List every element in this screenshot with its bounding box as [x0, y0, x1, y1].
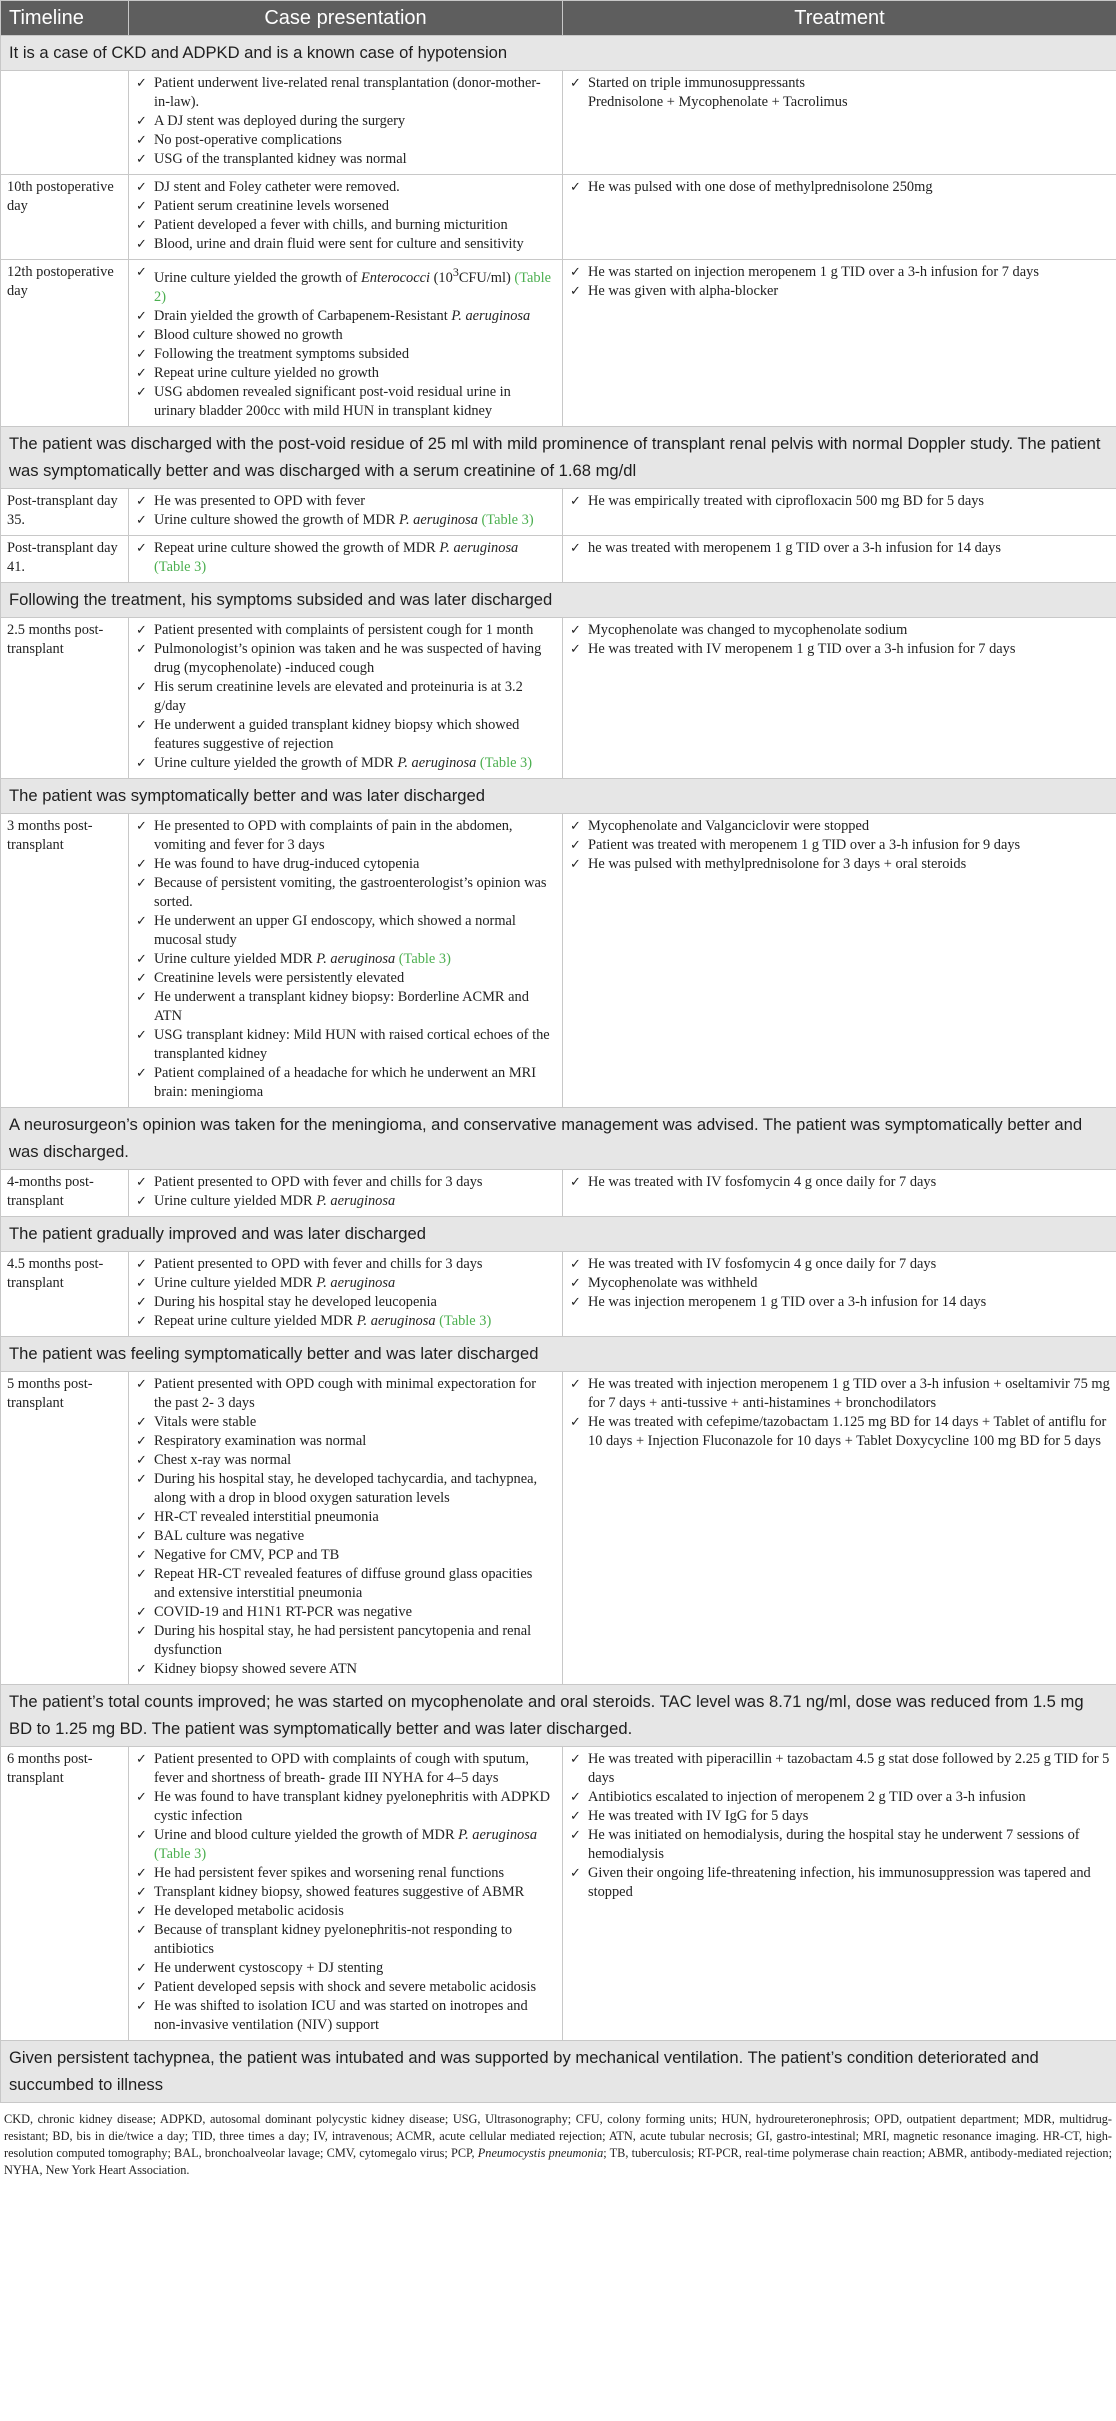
case-item: ✓ During his hospital stay, he had persistent pancytopenia and renal dysfunction	[135, 1622, 556, 1660]
treatment-cell	[563, 175, 1116, 260]
treatment-cell	[563, 1169, 1116, 1216]
case-cell	[129, 1746, 563, 2040]
section-banner	[1, 36, 1116, 71]
case-item: ✓ Patient developed a fever with chills, and burning micturition	[135, 216, 556, 235]
treatment-continuation: Prednisolone + Mycophenolate + Tacrolimus	[588, 94, 848, 110]
treatment-cell	[563, 260, 1116, 427]
case-item: ✓ Respiratory examination was normal	[135, 1432, 556, 1451]
table-row	[1, 260, 1116, 427]
case-cell	[129, 1169, 563, 1216]
timeline-cell: 12th postoperative day	[1, 260, 129, 427]
section-banner	[1, 1107, 1116, 1169]
treatment-cell	[563, 488, 1116, 535]
treatment-item: ✓ He was treated with cefepime/tazobactam 1.125 mg BD for 14 days + Tablet of antiflu for 10 days + Injection Fluconazole for 10 days + Tablet Doxycycline 100 mg BD for 5 days	[569, 1413, 1110, 1451]
banner-text: The patient’s total counts improved; he was started on mycophenolate and oral steroids. TAC level was 8.71 ng/ml, dose was reduced from 1.5 mg BD to 1.25 mg BD. The patient was symptomatically better and was later discharged.	[1, 1684, 1116, 1746]
case-item: ✓ Creatinine levels were persistently elevated	[135, 969, 556, 988]
case-item: ✓ USG of the transplanted kidney was normal	[135, 150, 556, 169]
case-cell	[129, 488, 563, 535]
case-item: ✓ A DJ stent was deployed during the surgery	[135, 112, 556, 131]
treatment-item: ✓ he was treated with meropenem 1 g TID over a 3-h infusion for 14 days	[569, 539, 1110, 558]
banner-text: The patient was discharged with the post-void residue of 25 ml with mild prominence of transplant renal pelvis with normal Doppler study. The patient was symptomatically better and was discharged with a serum creatinine of 1.68 mg/dl	[1, 426, 1116, 488]
treatment-item: ✓ He was treated with IV fosfomycin 4 g once daily for 7 days	[569, 1173, 1110, 1192]
banner-text: The patient was feeling symptomatically better and was later discharged	[1, 1336, 1116, 1371]
section-banner	[1, 2040, 1116, 2102]
case-item: ✓ Kidney biopsy showed severe ATN	[135, 1660, 556, 1679]
treatment-item: ✓ He was pulsed with one dose of methylprednisolone 250mg	[569, 178, 1110, 197]
case-cell	[129, 1371, 563, 1684]
treatment-item: ✓ He was given with alpha-blocker	[569, 282, 1110, 301]
treatment-item: ✓ He was started on injection meropenem 1 g TID over a 3-h infusion for 7 days	[569, 263, 1110, 282]
header-timeline: Timeline	[1, 1, 129, 36]
treatment-item: ✓ Patient was treated with meropenem 1 g TID over a 3-h infusion for 9 days	[569, 836, 1110, 855]
timeline-cell: 10th postoperative day	[1, 175, 129, 260]
treatment-item: ✓ Antibiotics escalated to injection of meropenem 2 g TID over a 3-h infusion	[569, 1788, 1110, 1807]
case-cell	[129, 535, 563, 582]
case-cell	[129, 813, 563, 1107]
case-item: ✓ He presented to OPD with complaints of pain in the abdomen, vomiting and fever for 3 days	[135, 817, 556, 855]
banner-text: Following the treatment, his symptoms subsided and was later discharged	[1, 582, 1116, 617]
case-item: ✓ Urine culture yielded MDR P. aeruginosa	[135, 1192, 556, 1211]
case-item: ✓ During his hospital stay, he developed tachycardia, and tachypnea, along with a drop in blood oxygen saturation levels	[135, 1470, 556, 1508]
timeline-cell: Post-transplant day 35.	[1, 488, 129, 535]
table-row	[1, 535, 1116, 582]
case-item: ✓ He was found to have transplant kidney pyelonephritis with ADPKD cystic infection	[135, 1788, 556, 1826]
timeline-cell: 4.5 months post-transplant	[1, 1251, 129, 1336]
case-item: ✓ Urine and blood culture yielded the growth of MDR P. aeruginosa (Table 3)	[135, 1826, 556, 1864]
treatment-cell	[563, 617, 1116, 778]
case-item: ✓ Patient serum creatinine levels worsened	[135, 197, 556, 216]
case-cell	[129, 617, 563, 778]
treatment-cell	[563, 71, 1116, 175]
table-row	[1, 1746, 1116, 2040]
treatment-item: ✓ Started on triple immunosuppressants	[569, 74, 1110, 93]
treatment-cell	[563, 535, 1116, 582]
case-item: ✓ Repeat HR-CT revealed features of diffuse ground glass opacities and extensive interstitial pneumonia	[135, 1565, 556, 1603]
table-row	[1, 488, 1116, 535]
treatment-cell	[563, 1251, 1116, 1336]
case-cell	[129, 175, 563, 260]
timeline-cell: 5 months post-transplant	[1, 1371, 129, 1684]
case-item: ✓ He underwent an upper GI endoscopy, which showed a normal mucosal study	[135, 912, 556, 950]
section-banner	[1, 1216, 1116, 1251]
case-item: ✓ Chest x-ray was normal	[135, 1451, 556, 1470]
case-item: ✓ Patient presented with complaints of persistent cough for 1 month	[135, 621, 556, 640]
case-item: ✓ Patient presented with OPD cough with minimal expectoration for the past 2- 3 days	[135, 1375, 556, 1413]
table-reference-link[interactable]: (Table 3)	[398, 950, 451, 967]
table-reference-link[interactable]: (Table 3)	[481, 511, 534, 528]
case-item: ✓ Because of persistent vomiting, the gastroenterologist’s opinion was sorted.	[135, 874, 556, 912]
table-row	[1, 813, 1116, 1107]
table-reference-link[interactable]: (Table 3)	[154, 558, 207, 575]
treatment-item: ✓ Mycophenolate and Valganciclovir were stopped	[569, 817, 1110, 836]
case-item: ✓ BAL culture was negative	[135, 1527, 556, 1546]
treatment-item: ✓ Mycophenolate was changed to mycophenolate sodium	[569, 621, 1110, 640]
case-item: ✓ Patient developed sepsis with shock and severe metabolic acidosis	[135, 1978, 556, 1997]
case-item: ✓ Patient presented to OPD with fever and chills for 3 days	[135, 1173, 556, 1192]
case-item: ✓ Following the treatment symptoms subsided	[135, 345, 556, 364]
banner-text: Given persistent tachypnea, the patient was intubated and was supported by mechanical ventilation. The patient’s condition deteriorated and succumbed to illness	[1, 2040, 1116, 2102]
case-item: ✓ He underwent cystoscopy + DJ stenting	[135, 1959, 556, 1978]
case-item: ✓ He was presented to OPD with fever	[135, 492, 556, 511]
banner-text: The patient gradually improved and was later discharged	[1, 1216, 1116, 1251]
case-item: ✓ HR-CT revealed interstitial pneumonia	[135, 1508, 556, 1527]
timeline-cell: 3 months post-transplant	[1, 813, 129, 1107]
treatment-item: ✓ He was pulsed with methylprednisolone for 3 days + oral steroids	[569, 855, 1110, 874]
case-item: ✓ Patient complained of a headache for which he underwent an MRI brain: meningioma	[135, 1064, 556, 1102]
treatment-item: ✓ He was treated with IV IgG for 5 days	[569, 1807, 1110, 1826]
case-item: ✓ Urine culture yielded MDR P. aeruginosa	[135, 1274, 556, 1293]
case-item: ✓ He underwent a guided transplant kidney biopsy which showed features suggestive of rejection	[135, 716, 556, 754]
case-item: ✓ Transplant kidney biopsy, showed features suggestive of ABMR	[135, 1883, 556, 1902]
case-cell	[129, 1251, 563, 1336]
banner-text: The patient was symptomatically better and was later discharged	[1, 778, 1116, 813]
case-item: ✓ Patient presented to OPD with fever and chills for 3 days	[135, 1255, 556, 1274]
case-item: ✓ Urine culture yielded MDR P. aeruginosa (Table 3)	[135, 950, 556, 969]
case-item: ✓ He was found to have drug-induced cytopenia	[135, 855, 556, 874]
case-item: ✓ Patient underwent live-related renal transplantation (donor-mother-in-law).	[135, 74, 556, 112]
treatment-item: ✓ He was treated with piperacillin + tazobactam 4.5 g stat dose followed by 2.25 g TID for 5 days	[569, 1750, 1110, 1788]
table-row	[1, 617, 1116, 778]
treatment-item: ✓ He was injection meropenem 1 g TID over a 3-h infusion for 14 days	[569, 1293, 1110, 1312]
case-item: ✓ He developed metabolic acidosis	[135, 1902, 556, 1921]
treatment-item: ✓ He was treated with IV meropenem 1 g TID over a 3-h infusion for 7 days	[569, 640, 1110, 659]
section-banner	[1, 1684, 1116, 1746]
section-banner	[1, 778, 1116, 813]
case-item: ✓ Because of transplant kidney pyelonephritis-not responding to antibiotics	[135, 1921, 556, 1959]
table-footnote: CKD, chronic kidney disease; ADPKD, autosomal dominant polycystic kidney disease; USG, Ultrasonography; CFU, colony forming units; HUN, hydroureteronephrosis; OPD, outpatient department; MDR, multidrug-resistant; BD, bis in die/twice a day; TID, three times a day; IV, intravenous; ACMR, acute cellular mediated rejection; ATN, acute tubular necrosis; GI, gastro-intestinal; MRI, magnetic resonance imaging. HR-CT, high-resolution computed tomography; BAL, bronchoalveolar lavage; CMV, cytomegalo virus; PCP, Pneumocystis pneumonia; TB, tuberculosis; RT-PCR, real-time polymerase chain reaction; ABMR, antibody-mediated rejection; NYHA, New York Heart Association.	[4, 2111, 1112, 2177]
table-row	[1, 71, 1116, 175]
section-banner	[1, 1336, 1116, 1371]
banner-text: It is a case of CKD and ADPKD and is a known case of hypotension	[1, 36, 1116, 71]
table-reference-link[interactable]: (Table 2)	[154, 269, 551, 305]
treatment-item: ✓ He was initiated on hemodialysis, during the hospital stay he underwent 7 sessions of hemodialysis	[569, 1826, 1110, 1864]
header-case-presentation: Case presentation	[129, 1, 563, 36]
case-cell	[129, 71, 563, 175]
case-item: ✓ DJ stent and Foley catheter were removed.	[135, 178, 556, 197]
table-header-row	[1, 1, 1116, 36]
header-treatment: Treatment	[563, 1, 1116, 36]
case-item: ✓ Blood culture showed no growth	[135, 326, 556, 345]
treatment-item: ✓ He was treated with IV fosfomycin 4 g once daily for 7 days	[569, 1255, 1110, 1274]
case-item: ✓ Repeat urine culture yielded MDR P. aeruginosa (Table 3)	[135, 1312, 556, 1331]
case-item: ✓ Blood, urine and drain fluid were sent for culture and sensitivity	[135, 235, 556, 254]
case-item: ✓ Repeat urine culture showed the growth of MDR P. aeruginosa (Table 3)	[135, 539, 556, 577]
treatment-item: ✓ Mycophenolate was withheld	[569, 1274, 1110, 1293]
treatment-cell	[563, 813, 1116, 1107]
case-item: ✓ Vitals were stable	[135, 1413, 556, 1432]
table-reference-link[interactable]: (Table 3)	[439, 1312, 492, 1329]
case-item: ✓ Urine culture yielded the growth of Enterococci $(10^3CFU/ml)$ (Table 2)	[135, 263, 556, 307]
case-item: ✓ Urine culture showed the growth of MDR P. aeruginosa (Table 3)	[135, 511, 556, 530]
table-row	[1, 1371, 1116, 1684]
section-banner	[1, 582, 1116, 617]
table-row	[1, 175, 1116, 260]
case-item: ✓ No post-operative complications	[135, 131, 556, 150]
case-cell	[129, 260, 563, 427]
case-item: ✓ Urine culture yielded the growth of MDR P. aeruginosa (Table 3)	[135, 754, 556, 773]
table-reference-link[interactable]: (Table 3)	[154, 1845, 207, 1862]
timeline-cell: 6 months post-transplant	[1, 1746, 129, 2040]
case-item: ✓ USG abdomen revealed significant post-void residual urine in urinary bladder 200cc with mild HUN in transplant kidney	[135, 383, 556, 421]
banner-text: A neurosurgeon’s opinion was taken for the meningioma, and conservative management was advised. The patient was symptomatically better and was discharged.	[1, 1107, 1116, 1169]
case-item: ✓ During his hospital stay he developed leucopenia	[135, 1293, 556, 1312]
case-item: ✓ Pulmonologist’s opinion was taken and he was suspected of having drug (mycophenolate) -induced cough	[135, 640, 556, 678]
timeline-cell: 2.5 months post-transplant	[1, 617, 129, 778]
table-reference-link[interactable]: (Table 3)	[479, 754, 533, 771]
case-item: ✓ He had persistent fever spikes and worsening renal functions	[135, 1864, 556, 1883]
case-item: ✓ Negative for CMV, PCP and TB	[135, 1546, 556, 1565]
case-item: ✓ COVID-19 and H1N1 RT-PCR was negative	[135, 1603, 556, 1622]
timeline-cell: Post-transplant day 41.	[1, 535, 129, 582]
treatment-cell	[563, 1371, 1116, 1684]
case-item: ✓ He was shifted to isolation ICU and was started on inotropes and non-invasive ventilation (NIV) support	[135, 1997, 556, 2035]
treatment-cell	[563, 1746, 1116, 2040]
table-row	[1, 1169, 1116, 1216]
section-banner	[1, 426, 1116, 488]
case-item: ✓ Patient presented to OPD with complaints of cough with sputum, fever and shortness of breath- grade III NYHA for 4–5 days	[135, 1750, 556, 1788]
case-item: ✓ His serum creatinine levels are elevated and proteinuria is at 3.2 g/day	[135, 678, 556, 716]
timeline-cell: 4-months post-transplant	[1, 1169, 129, 1216]
case-item: ✓ Repeat urine culture yielded no growth	[135, 364, 556, 383]
treatment-item: ✓ He was treated with injection meropenem 1 g TID over a 3-h infusion + oseltamivir 75 mg for 7 days + anti-tussive + anti-histamines + bronchodilators	[569, 1375, 1110, 1413]
treatment-item: ✓ He was empirically treated with ciprofloxacin 500 mg BD for 5 days	[569, 492, 1110, 511]
timeline-cell	[1, 71, 129, 175]
case-item: ✓ He underwent a transplant kidney biopsy: Borderline ACMR and ATN	[135, 988, 556, 1026]
table-row	[1, 1251, 1116, 1336]
case-item: ✓ USG transplant kidney: Mild HUN with raised cortical echoes of the transplanted kidney	[135, 1026, 556, 1064]
case-item: ✓ Drain yielded the growth of Carbapenem-Resistant P. aeruginosa	[135, 307, 556, 326]
treatment-item: ✓ Given their ongoing life-threatening infection, his immunosuppression was tapered and stopped	[569, 1864, 1110, 1902]
